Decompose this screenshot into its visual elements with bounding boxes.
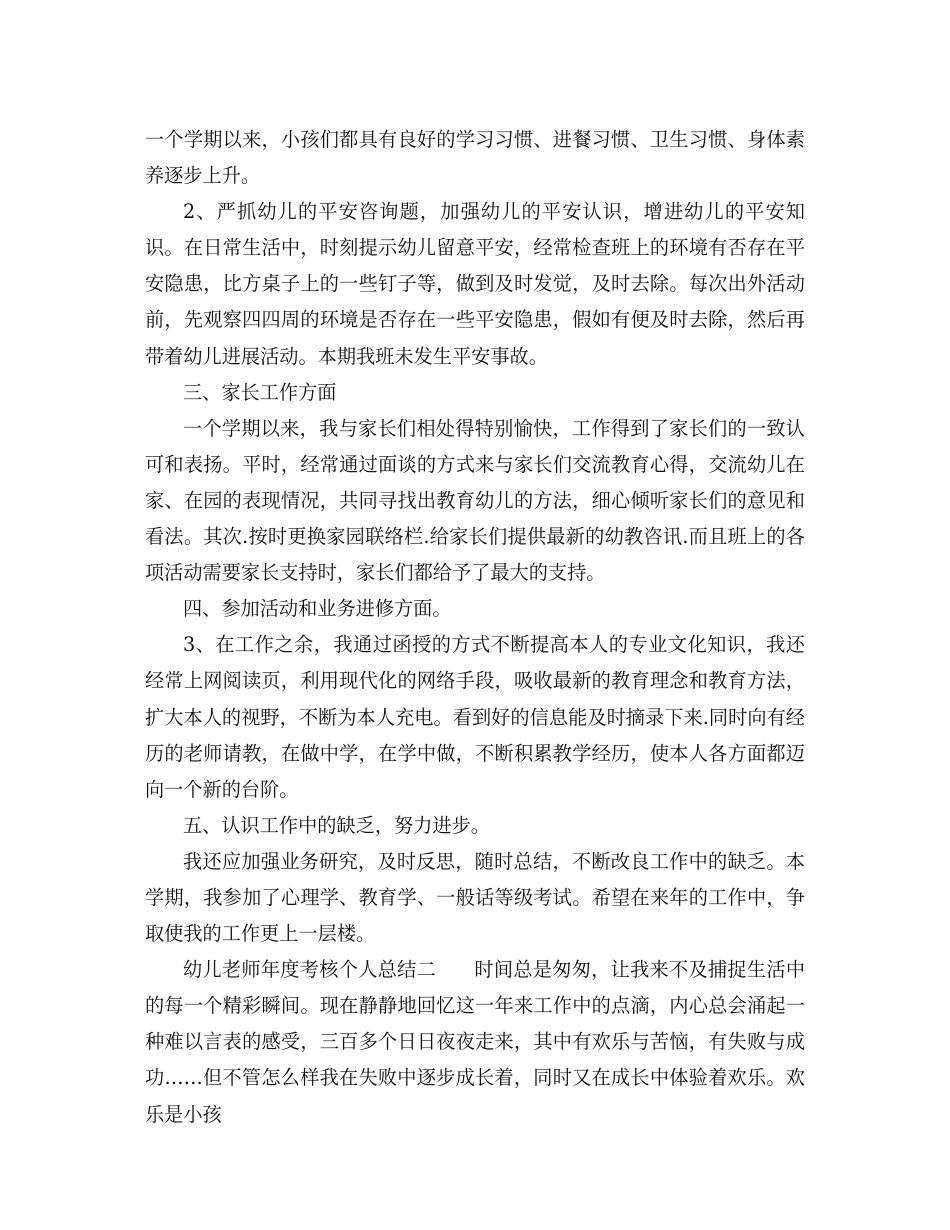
- paragraph-professional-study: 3、在工作之余，我通过函授的方式不断提高本人的专业文化知识，我还经常上网阅读页，利用现代化的网络手段，吸收最新的教育理念和教育方法，扩大本人的视野，不断为本人充电。看到好的信息能及时摘录下来.同时向有经历的老师请教，在做中学，在学中做，不断积累教学经历，使本人各方面都迈向一个新的台阶。: [145, 633, 805, 801]
- section-heading-activities: 四、参加活动和业务进修方面。: [183, 597, 452, 621]
- summary-two-body: 时间总是匆匆，让我来不及捕捉生活中的每一个精彩瞬间。现在静静地回忆这一年来工作中的点滴，内心总会涌起一种难以言表的感受，三百多个日日夜夜走来，其中有欢乐与苦恼，有失败与成功……但不管怎么样我在失败中逐步成长着，同时又在成长中体验着欢乐。欢乐是小孩: [145, 958, 806, 1126]
- paragraph-parent-work: 一个学期以来，我与家长们相处得特别愉快，工作得到了家长们的一致认可和表扬。平时，经常通过面谈的方式来与家长们交流教育心得，交流幼儿在家、在园的表现情况，共同寻找出教育幼儿的方法，细心倾听家长们的意见和看法。其次.按时更换家园联络栏.给家长们提供最新的幼教咨讯.而且班上的各项活动需要家长支持时，家长们都给予了最大的支持。: [145, 416, 805, 585]
- paragraph-summary-two: [145, 952, 805, 1132]
- paragraph-safety: 2、严抓幼儿的平安咨询题，加强幼儿的平安认识，增进幼儿的平安知识。在日常生活中，时刻提示幼儿留意平安，经常检查班上的环境有否存在平安隐患，比方桌子上的一些钉子等，做到及时发觉，及时去除。每次出外活动前，先观察四四周的环境是否存在一些平安隐患，假如有便及时去除，然后再带着幼儿进展活动。本期我班未发生平安事故。: [145, 200, 805, 368]
- document-body: [145, 122, 805, 1133]
- paragraph-habits-continued: 一个学期以来，小孩们都具有良好的学习习惯、进餐习惯、卫生习惯、身体素养逐步上升。: [145, 128, 805, 188]
- summary-two-heading: 幼儿老师年度考核个人总结二: [183, 958, 437, 982]
- paragraph-improvement: 我还应加强业务研究，及时反思，随时总结，不断改良工作中的缺乏。本学期，我参加了心理学、教育学、一般话等级考试。希望在来年的工作中，争取使我的工作更上一层楼。: [145, 849, 805, 946]
- section-heading-shortcomings: 五、认识工作中的缺乏，努力进步。: [183, 813, 490, 837]
- section-heading-parent-work: 三、家长工作方面: [183, 380, 337, 404]
